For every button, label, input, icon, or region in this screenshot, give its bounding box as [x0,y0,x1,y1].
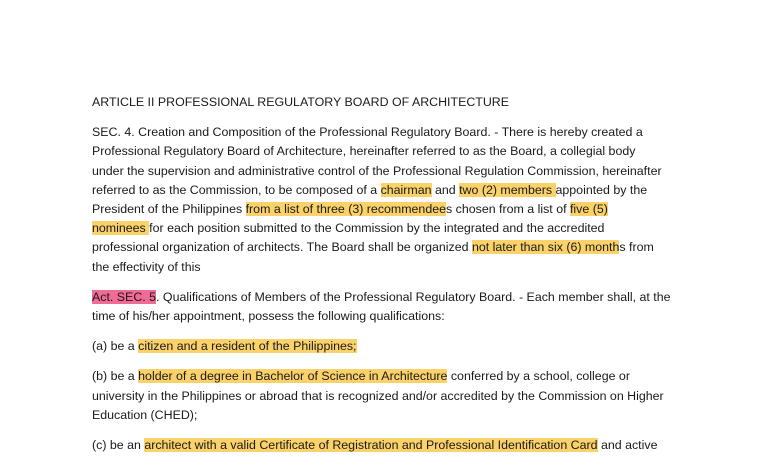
highlight-certificate: architect with a valid Certificate of Registration and Professional Identification Card [144,438,598,453]
highlight-degree: holder of a degree in Bachelor of Science in Architecture [138,369,448,384]
text-run: for each position submitted to the Commission by the integrated and the accredited [149,221,605,236]
text-run: s from [619,240,654,255]
text-run: President of the Philippines [92,202,246,217]
text-run: and active [597,438,658,453]
sec4-line-4 [92,181,692,200]
sec4-line-5 [92,200,692,219]
sec4-line-6 [92,219,692,238]
highlight-act-sec-5: Act. SEC. 5 [92,289,157,304]
qualification-b [92,367,692,425]
highlight-chairman: chairman [380,182,432,197]
item-b-line-1 [92,367,692,386]
sec4-line-1: SEC. 4. Creation and Composition of the Professional Regulatory Board. - There is hereby created a [92,125,643,140]
text-run: appointed by the [555,182,648,197]
item-c-line-1 [92,436,692,455]
sec5-line-1 [92,288,692,307]
highlight-nominees: nominees [92,221,150,236]
item-b-line-3: Education (CHED); [92,407,198,422]
section-5-paragraph [92,288,692,326]
sec4-line-2: Professional Regulatory Board of Architecture, hereinafter referred to as the Board, a collegial body [92,144,636,159]
item-b-line-2: university in the Philippines or abroad that is recognized and/or accredited by the Commission on Higher [92,388,664,403]
highlight-citizen: citizen and a resident of the Philippines; [138,339,357,354]
highlight-six-months: not later than six (6) month [471,240,620,255]
text-run: and [431,182,460,197]
item-a-line-1 [92,337,692,356]
text-run: (a) be a [92,339,139,354]
sec4-line-7 [92,238,692,257]
text-run: (c) be an [92,438,145,453]
text-run: (b) be a [92,369,139,384]
text-run: conferred by a school, college or [447,369,630,384]
highlight-two-members: two (2) members [459,182,556,197]
text-run: s chosen from a list of [446,202,570,217]
text-run: . Qualifications of Members of the Professional Regulatory Board. - Each member shall, at the [156,289,671,304]
highlight-three-recommendees: from a list of three (3) recommendee [245,202,447,217]
article-heading: ARTICLE II PROFESSIONAL REGULATORY BOARD OF ARCHITECTURE [92,95,510,109]
sec4-line-8: the effectivity of this [92,259,201,274]
highlight-five: five (5) [569,202,608,217]
text-run: referred to as the Commission, to be composed of a [92,182,381,197]
qualification-a [92,337,692,356]
sec5-line-2: time of his/her appointment, possess the following qualifications: [92,309,445,324]
document-body [92,93,692,466]
qualification-c [92,436,692,455]
sec4-line-3: under the supervision and administrative control of the Professional Regulation Commission, hereinafter [92,163,662,178]
section-4-paragraph [92,123,692,277]
text-run: professional organization of architects. The Board shall be organized [92,240,472,255]
